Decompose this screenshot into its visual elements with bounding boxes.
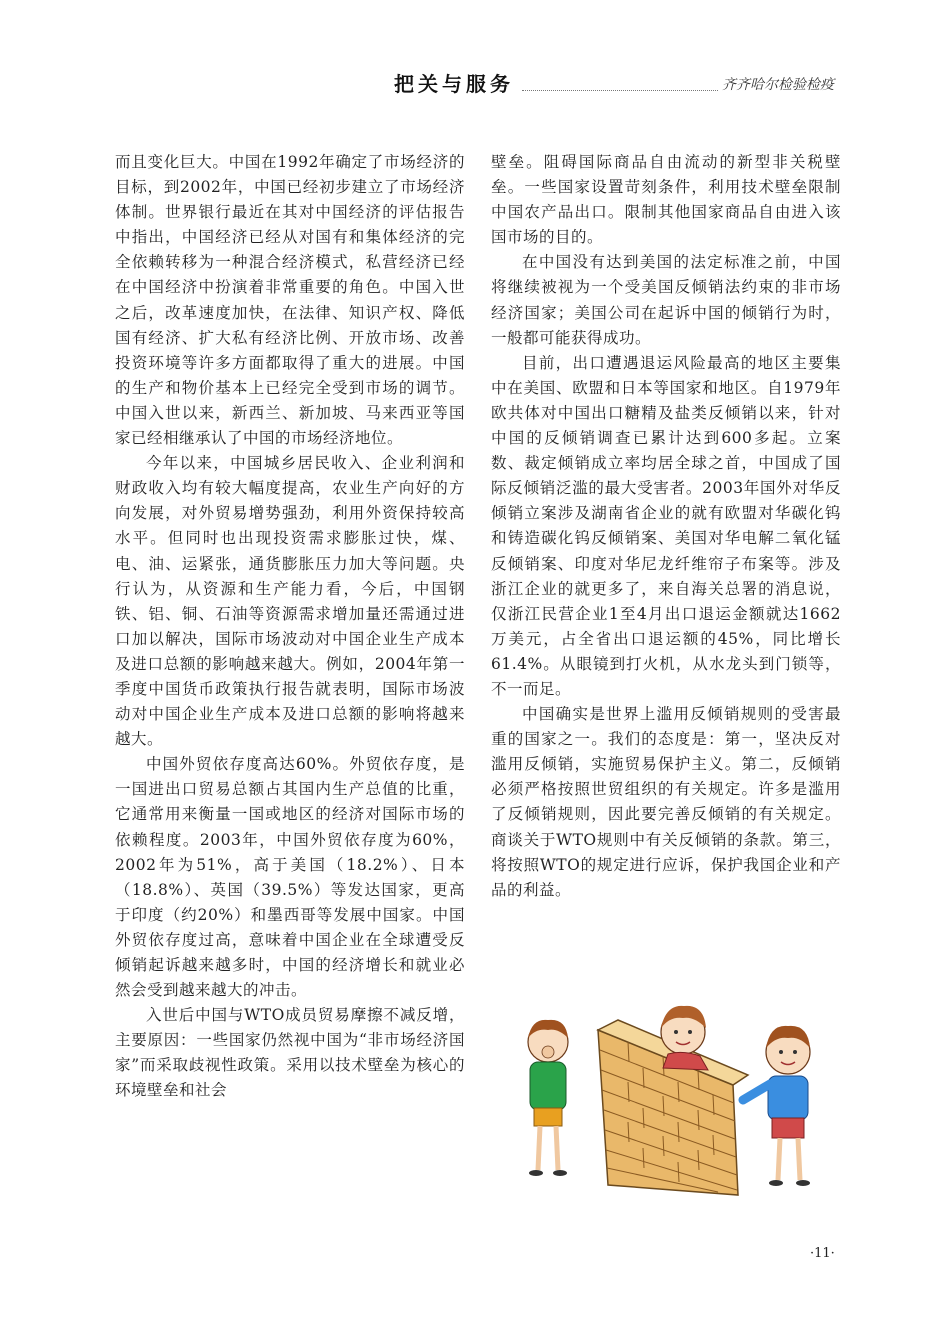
right-child [743,1026,810,1186]
right-column [491,150,841,903]
header-title: 把关与服务 [394,72,514,96]
paragraph: 入世后中国与WTO成员贸易摩擦不减反增，主要原因：一些国家仍然视中国为“非市场经济国家”而采取歧视性政策。采用以技术壁垒为核心的环境壁垒和社会 [115,1006,465,1100]
middle-child [661,1006,708,1070]
paragraph: 在中国没有达到美国的法定标准之前，中国将继续被视为一个受美国反倾销法约束的非市场经济国家；美国公司在起诉中国的倾销行为时，一般都可能获得成功。 [491,253,841,347]
left-child [528,1020,568,1176]
paragraph: 壁垒。阻碍国际商品自由流动的新型非关税壁垒。一些国家设置苛刻条件，利用技术壁垒限制中国农产品出口。限制其他国家商品自由进入该国市场的目的。 [491,153,841,247]
children-wall-illustration [518,990,848,1200]
paragraph: 中国确实是世界上滥用反倾销规则的受害最重的国家之一。我们的态度是：第一，坚决反对滥用反倾销，实施贸易保护主义。第二，反倾销必须严格按照世贸组织的有关规定。许多是滥用了反倾销规则，因此要完善反倾销的有关规定。商谈关于WTO规则中有关反倾销的条款。第三，将按照WTO的规定进行应诉，保护我国企业和产品的利益。 [491,705,841,899]
paragraph: 中国外贸依存度高达60%。外贸依存度，是一国进出口贸易总额占其国内生产总值的比重，它通常用来衡量一国或地区的经济对国际市场的依赖程度。2003年，中国外贸依存度为60%，2002年为51%，高于美国（18.2%）、日本（18.8%）、英国（39.5%）等发达国家，更高于印度（约20%）和墨西哥等发展中国家。中国外贸依存度过高，意味着中国企业在全球遭受反倾销起诉越来越多时，中国的经济增长和就业必然会受到越来越大的冲击。 [115,755,465,1000]
paragraph: 目前，出口遭遇退运风险最高的地区主要集中在美国、欧盟和日本等国家和地区。自1979年欧共体对中国出口糖精及盐类反倾销以来，针对中国的反倾销调查已累计达到600多起。立案数、裁定倾销成立率均居全球之首，中国成了国际反倾销泛滥的最大受害者。2003年国外对华反倾销立案涉及湖南省企业的就有欧盟对华碳化钨和铸造碳化钨反倾销案、美国对华电解二氧化锰反倾销案、印度对华尼龙纤维帘子布案等。涉及浙江企业的就更多了，来自海关总署的消息说，仅浙江民营企业1至4月出口退运金额就达1662万美元，占全省出口退运额的45%，同比增长61.4%。从眼镜到打火机，从水龙头到门锁等，不一而足。 [491,353,841,698]
header-organization: 齐齐哈尔检验检疫 [722,77,834,93]
paragraph: 而且变化巨大。中国在1992年确定了市场经济的目标，到2002年，中国已经初步建立了市场经济体制。世界银行最近在其对中国经济的评估报告中指出，中国经济已经从对国有和集体经济的完全依赖转移为一种混合经济模式，私营经济已经在中国经济中扮演着非常重要的角色。中国入世之后，改革速度加快，在法律、知识产权、降低国有经济、扩大私有经济比例、开放市场、改善投资环境等许多方面都取得了重大的进展。中国的生产和物价基本上已经完全受到市场的调节。中国入世以来，新西兰、新加坡、马来西亚等国家已经相继承认了中国的市场经济地位。 [115,153,465,448]
page-number: ·11· [810,1246,835,1261]
left-column [115,150,465,1104]
paragraph: 今年以来，中国城乡居民收入、企业利润和财政收入均有较大幅度提高，农业生产向好的方向发展，对外贸易增势强劲，利用外资保持较高水平。但同时也出现投资需求膨胀过快，煤、电、油、运紧张，通货膨胀压力加大等问题。央行认为，从资源和生产能力看，今后，中国钢铁、铝、铜、石油等资源需求增加量还需通过进口加以解决，国际市场波动对中国企业生产成本及进口总额的影响越来越大。例如，2004年第一季度中国货币政策执行报告就表明，国际市场波动对中国企业生产成本及进口总额的影响将越来越大。 [115,454,465,749]
header-rule [522,90,718,91]
